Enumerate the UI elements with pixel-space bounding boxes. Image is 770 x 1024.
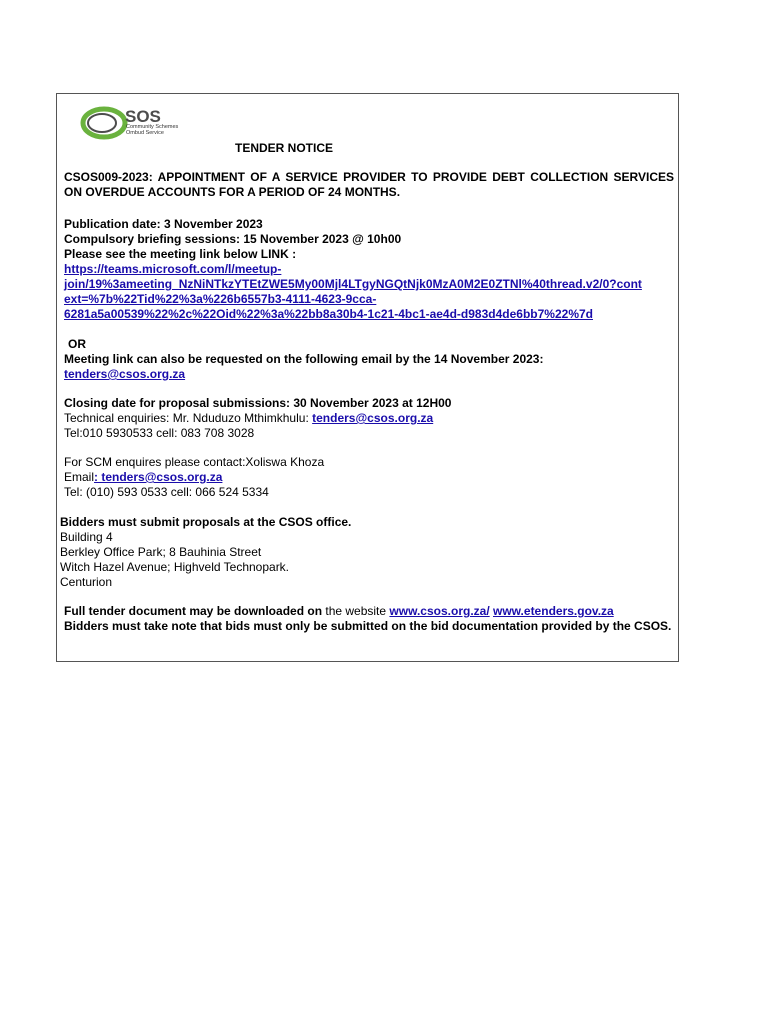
meeting-link-line[interactable]: join/19%3ameeting_NzNiNTkzYTEtZWE5My00Mjl4LTgyNGQtNjk0MzA0M2E0ZTNl%40thread.v2/0?cont — [64, 277, 642, 291]
email-request-text: Meeting link can also be requested on the following email by the 14 November 2023: — [64, 352, 544, 366]
download-line: Full tender document may be downloaded on the website www.csos.org.za/ www.etenders.gov.za — [64, 604, 614, 618]
briefing-session: Compulsory briefing sessions: 15 November 2023 @ 10h00 — [64, 232, 402, 246]
tender-heading: CSOS009-2023: APPOINTMENT OF A SERVICE PROVIDER TO PROVIDE DEBT COLLECTION SERVICES ON OVERDUE ACCOUNTS FOR A PERIOD OF 24 MONTHS. — [64, 170, 674, 199]
scm-email: Email: tenders@csos.org.za — [64, 470, 223, 484]
logo-subtitle: Community Schemes Ombud Service — [126, 124, 179, 136]
meeting-intro: Please see the meeting link below LINK : — [64, 247, 297, 261]
or-label: OR — [68, 337, 86, 351]
closing-date: Closing date for proposal submissions: 30 November 2023 at 12H00 — [64, 396, 452, 410]
publication-date: Publication date: 3 November 2023 — [64, 217, 263, 231]
tel-line-1: Tel:010 5930533 cell: 083 708 3028 — [64, 426, 255, 440]
bidders-submit: Bidders must submit proposals at the CSOS office. — [60, 515, 352, 529]
page-title: TENDER NOTICE — [235, 141, 334, 155]
email-link[interactable]: tenders@csos.org.za — [64, 367, 186, 381]
scm-contact: For SCM enquires please contact:Xoliswa Khoza — [64, 455, 325, 469]
meeting-link[interactable] — [64, 262, 674, 322]
tech-email-link[interactable]: tenders@csos.org.za — [312, 411, 434, 425]
address-block: Building 4 Berkley Office Park; 8 Bauhinia Street Witch Hazel Avenue; Highveld Technopark. Centurion — [60, 530, 290, 589]
logo-letters: SOS — [125, 107, 161, 126]
meeting-link-line[interactable]: https://teams.microsoft.com/l/meetup- — [64, 262, 282, 276]
meeting-link-line[interactable]: 6281a5a00539%22%2c%22Oid%22%3a%22bb8a30b4-1c21-4bc1-ae4d-d983d4de6bb7%22%7d — [64, 307, 593, 321]
scm-email-link[interactable]: : tenders@csos.org.za — [94, 470, 223, 484]
technical-enquiries: Technical enquiries: Mr. Nduduzo Mthimkhulu: tenders@csos.org.za — [64, 411, 434, 425]
etenders-website-link[interactable]: www.etenders.gov.za — [493, 604, 614, 618]
csos-website-link[interactable]: www.csos.org.za/ — [389, 604, 490, 618]
final-note: Bidders must take note that bids must only be submitted on the bid documentation provided by the CSOS. — [64, 619, 672, 633]
meeting-link-line[interactable]: ext=%7b%22Tid%22%3a%226b6557b3-4111-4623-9cca- — [64, 292, 377, 306]
tel-line-2: Tel: (010) 593 0533 cell: 066 524 5334 — [64, 485, 269, 499]
